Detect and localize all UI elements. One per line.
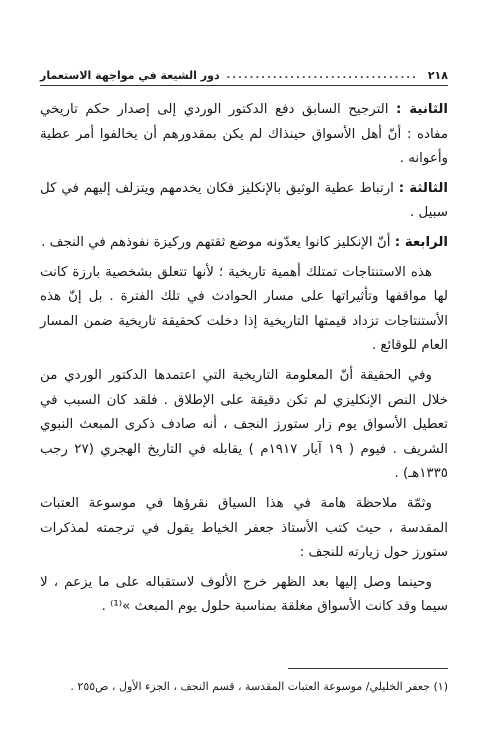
point-lead: الرابعة : — [394, 234, 448, 250]
paragraph — [40, 261, 448, 359]
paragraph-second-point — [40, 98, 448, 172]
paragraph-fourth-point — [40, 231, 448, 256]
header-rule — [40, 85, 448, 86]
point-text: أنّ الإنكليز كانوا يعدّونه موضع ثقتهم وركيزة نفوذهم في النجف . — [41, 234, 395, 250]
paragraph-text: وفي الحقيقة أنّ المعلومة التاريخية التي اعتمدها الدكتور الوردي من خلال النص الإنكليزي لم تكن دقيقة على الإطلاق . فلقد كان السبب في تعطيل الأسواق يوم زار ستورز النجف ، أنه صادف ذكرى المبعث النبوي الشريف . فيوم ( ١٩ آيار ١٩١٧م ) يقابله في التاريخ الهجري (٢٧ رجب ١٣٣٥هـ) . — [40, 367, 448, 482]
point-text: ارتباط عطية الوثيق بالإنكليز فكان يخدمهم ويتزلف إليهم في كل سبيل . — [40, 180, 448, 221]
paragraph — [40, 492, 448, 566]
paragraph — [40, 364, 448, 487]
body-text — [40, 98, 448, 625]
paragraph-text: هذه الاستنتاجات تمتلك أهمية تاريخية ؛ لأنها تتعلق بشخصية بارزة كانت لها مواقفها وتأثيراتها على مسار الحوادث في تلك الفترة . بل إنّ هذه الأستنتاجات تزداد قيمتها التاريخية إذا دخلت كحقيقة تاريخية ضمن المسار العام للوقائع . — [40, 264, 448, 354]
running-title: دور الشيعة في مواجهة الاستعمار — [40, 68, 220, 82]
page-number: ٢١٨ — [427, 68, 448, 82]
point-lead: الثانية : — [395, 102, 448, 117]
paragraph-third-point — [40, 177, 448, 226]
footnote-rule — [288, 668, 448, 669]
paragraph-text: وثمّة ملاحظة هامة في هذا السياق نقرؤها في موسوعة العتبات المقدسة ، حيث كتب الأستاذ جعفر الخياط يقول في ترجمته لمذكرات ستورز حول زيارته للنجف : — [40, 495, 448, 561]
paragraph-text: وحينما وصل إليها بعد الظهر خرج الألوف لاستقباله على ما يزعم ، لا سيما وقد كانت الأسواق مغلقة بمناسبة حلول يوم المبعث »⁽¹⁾ . — [40, 574, 448, 615]
header-leader-dots — [224, 70, 418, 81]
running-header — [40, 67, 448, 83]
footnote: (١) جعفر الخليلي/ موسوعة العتبات المقدسة ، قسم النجف ، الجزء الأول ، ص٢٥٥ . — [70, 680, 448, 693]
quote-paragraph — [40, 571, 448, 620]
point-text: الترجيح السابق دفع الدكتور الوردي إلى إصدار حكم تاريخي مفاده : أنّ أهل الأسواق حينذاك لم يكن بمقدورهم أن يخالفوا أمر عطية وأعوانه . — [40, 102, 448, 167]
point-lead: الثالثة : — [398, 180, 448, 196]
